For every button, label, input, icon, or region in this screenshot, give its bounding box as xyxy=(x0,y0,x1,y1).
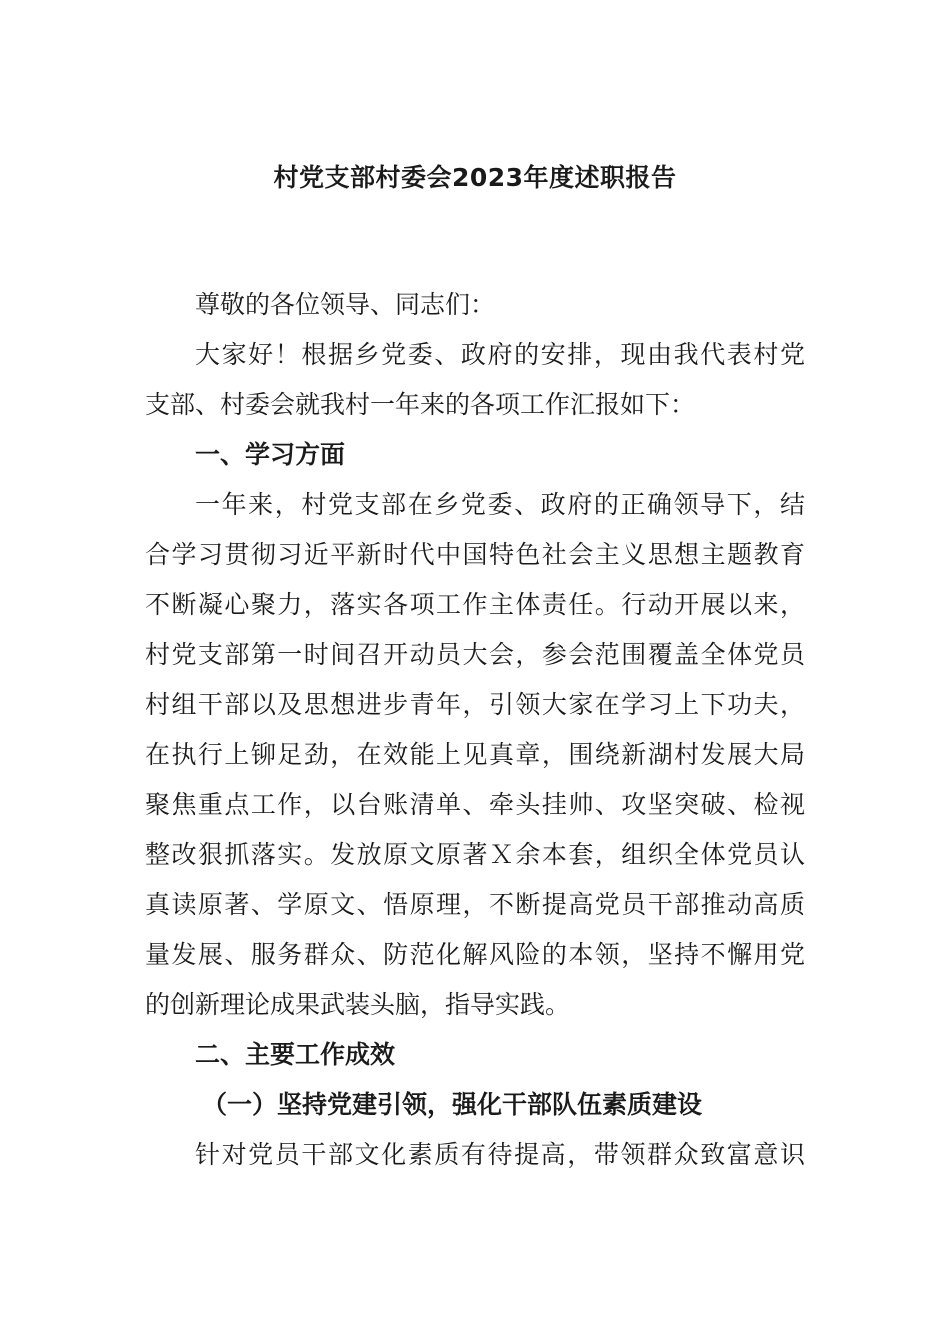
paragraph-line: 村党支部第一时间召开动员大会，参会范围覆盖全体党员 xyxy=(145,640,805,669)
subsection-heading: （一）坚持党建引领，强化干部队伍素质建设 xyxy=(202,1090,703,1119)
intro-line: 大家好！根据乡党委、政府的安排，现由我代表村党 xyxy=(195,340,805,369)
paragraph-line: 针对党员干部文化素质有待提高，带领群众致富意识 xyxy=(195,1140,805,1169)
document-title: 村党支部村委会2023年度述职报告 xyxy=(273,163,677,192)
paragraph-line: 真读原著、学原文、悟原理，不断提高党员干部推动高质 xyxy=(145,890,805,919)
paragraph-line: 村组干部以及思想进步青年，引领大家在学习上下功夫， xyxy=(145,690,805,719)
section-heading-results: 二、主要工作成效 xyxy=(195,1040,396,1069)
section-heading-study: 一、学习方面 xyxy=(195,440,346,469)
paragraph-line: 合学习贯彻习近平新时代中国特色社会主义思想主题教育 xyxy=(145,540,805,569)
paragraph-line: 聚焦重点工作，以台账清单、牵头挂帅、攻坚突破、检视 xyxy=(145,790,805,819)
intro-line: 支部、村委会就我村一年来的各项工作汇报如下： xyxy=(145,390,696,419)
paragraph-line: 的创新理论成果武装头脑，指导实践。 xyxy=(145,990,571,1019)
document-body xyxy=(145,280,805,1180)
paragraph-line: 一年来，村党支部在乡党委、政府的正确领导下，结 xyxy=(195,490,805,519)
greeting: 尊敬的各位领导、同志们： xyxy=(195,290,496,319)
paragraph-line: 在执行上铆足劲，在效能上见真章，围绕新湖村发展大局 xyxy=(145,740,805,769)
paragraph-line: 不断凝心聚力，落实各项工作主体责任。行动开展以来， xyxy=(145,590,805,619)
paragraph-line: 整改狠抓落实。发放原文原著Ｘ余本套，组织全体党员认 xyxy=(145,840,805,869)
paragraph-line: 量发展、服务群众、防范化解风险的本领，坚持不懈用党 xyxy=(145,940,805,969)
